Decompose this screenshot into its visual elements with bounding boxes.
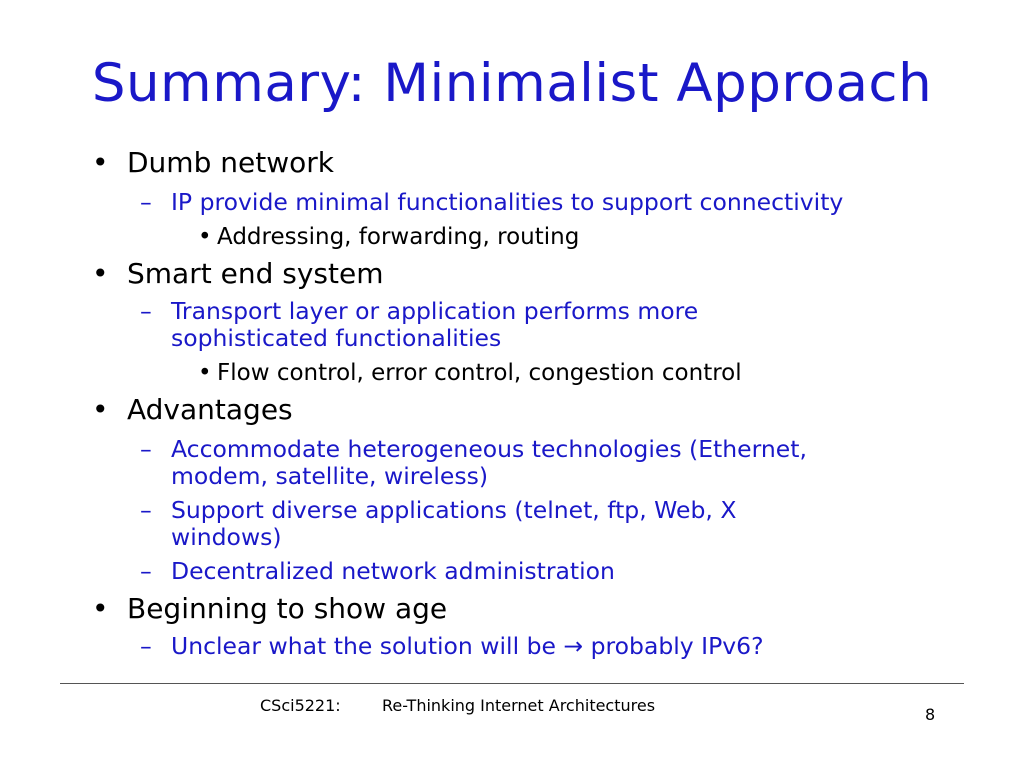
sub-bullet-marker: – <box>140 188 152 216</box>
sub-bullet-item-line-2: modem, satellite, wireless) <box>171 462 488 490</box>
footer-course: CSci5221: <box>260 696 341 715</box>
sub-bullet-item-line-1: Transport layer or application performs more <box>171 297 699 325</box>
sub-sub-bullet-item: Flow control, error control, congestion control <box>217 360 742 386</box>
sub-bullet-item: IP provide minimal functionalities to support connectivity <box>171 188 844 216</box>
bullet-item: Dumb network <box>127 146 334 179</box>
bullet-item: Advantages <box>127 393 293 426</box>
sub-bullet-marker: – <box>140 435 152 463</box>
sub-bullet-item-line-2: sophisticated functionalities <box>171 324 502 352</box>
sub-bullet-marker: – <box>140 297 152 325</box>
footer-subtitle: Re-Thinking Internet Architectures <box>382 696 656 715</box>
bullet-marker: • <box>92 257 109 290</box>
footer-divider <box>60 683 964 684</box>
bullet-item: Smart end system <box>127 257 384 290</box>
bullet-marker: • <box>92 393 109 426</box>
sub-bullet-item-line-1: Support diverse applications (telnet, ftp, Web, X <box>171 496 737 524</box>
sub-sub-bullet-item: Addressing, forwarding, routing <box>217 224 580 250</box>
sub-bullet-item: Decentralized network administration <box>171 557 615 585</box>
bullet-item: Beginning to show age <box>127 592 448 625</box>
sub-bullet-marker: – <box>140 632 152 660</box>
sub-bullet-item-line-2: windows) <box>171 523 282 551</box>
slide-title: Summary: Minimalist Approach <box>91 53 933 114</box>
bullet-marker: • <box>92 146 109 179</box>
sub-sub-bullet-marker: • <box>198 224 212 250</box>
sub-bullet-marker: – <box>140 557 152 585</box>
sub-bullet-item-line-1: Accommodate heterogeneous technologies (Ethernet, <box>171 435 807 463</box>
bullet-marker: • <box>92 592 109 625</box>
page-number: 8 <box>925 705 936 724</box>
sub-bullet-item: Unclear what the solution will be → probably IPv6? <box>171 632 764 660</box>
sub-bullet-marker: – <box>140 496 152 524</box>
sub-sub-bullet-marker: • <box>198 360 212 386</box>
